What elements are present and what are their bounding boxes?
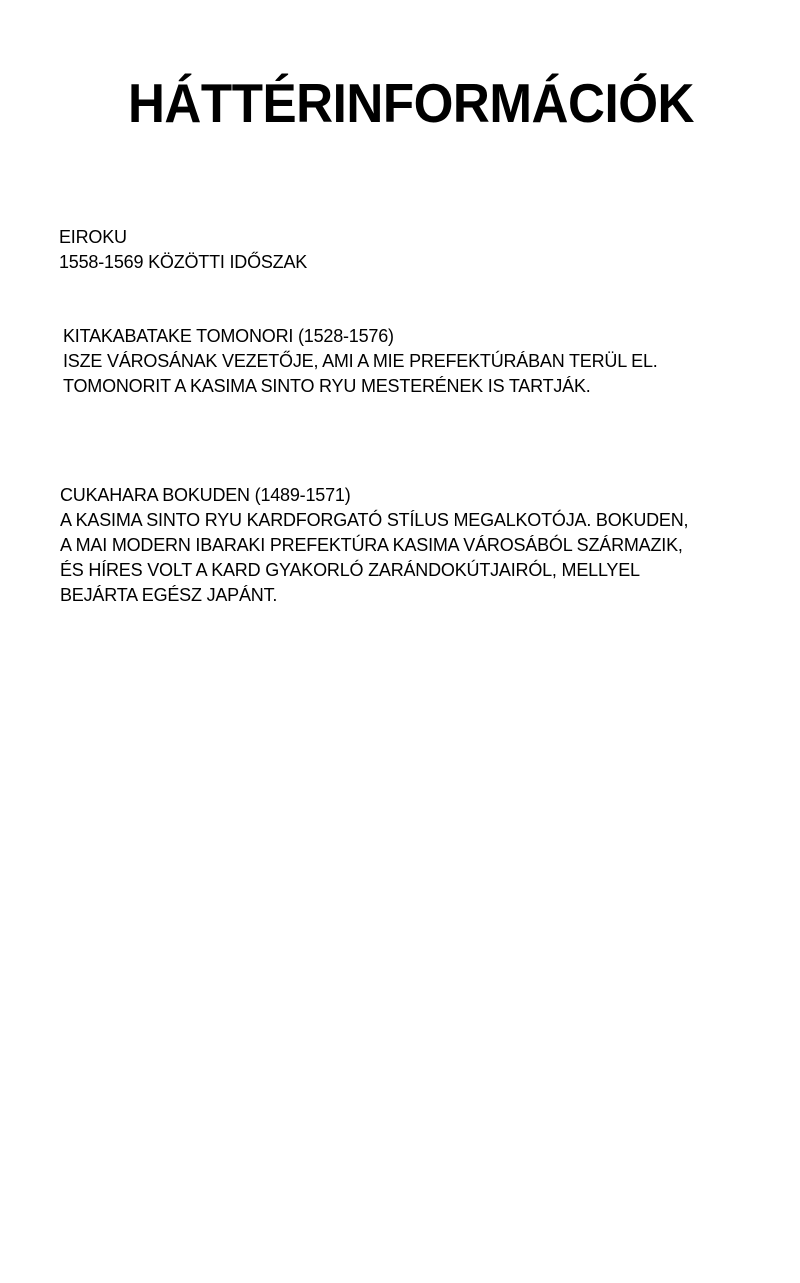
note-bokuden xyxy=(60,483,688,608)
note-heading: CUKAHARA BOKUDEN (1489-1571) xyxy=(60,485,351,505)
note-text-line: A KASIMA SINTO RYU KARDFORGATÓ STÍLUS MEGALKOTÓJA. BOKUDEN, xyxy=(60,510,689,530)
note-heading: EIROKU xyxy=(59,227,127,247)
note-text-line: TOMONORIT A KASIMA SINTO RYU MESTERÉNEK IS TARTJÁK. xyxy=(63,376,591,396)
note-text-line: 1558-1569 KÖZÖTTI IDŐSZAK xyxy=(59,252,308,272)
note-text-line: BEJÁRTA EGÉSZ JAPÁNT. xyxy=(60,585,278,605)
note-text-line: ISZE VÁROSÁNAK VEZETŐJE, AMI A MIE PREFEKTÚRÁBAN TERÜL EL. xyxy=(63,351,658,371)
note-heading: KITAKABATAKE TOMONORI (1528-1576) xyxy=(63,326,394,346)
note-text-line: A MAI MODERN IBARAKI PREFEKTÚRA KASIMA VÁROSÁBÓL SZÁRMAZIK, xyxy=(60,535,683,555)
note-text-line: ÉS HÍRES VOLT A KARD GYAKORLÓ ZARÁNDOKÚTJAIRÓL, MELLYEL xyxy=(60,560,640,580)
note-tomonori xyxy=(63,324,658,399)
note-eiroku xyxy=(59,225,307,275)
page-title: HÁTTÉRINFORMÁCIÓK xyxy=(127,72,695,134)
